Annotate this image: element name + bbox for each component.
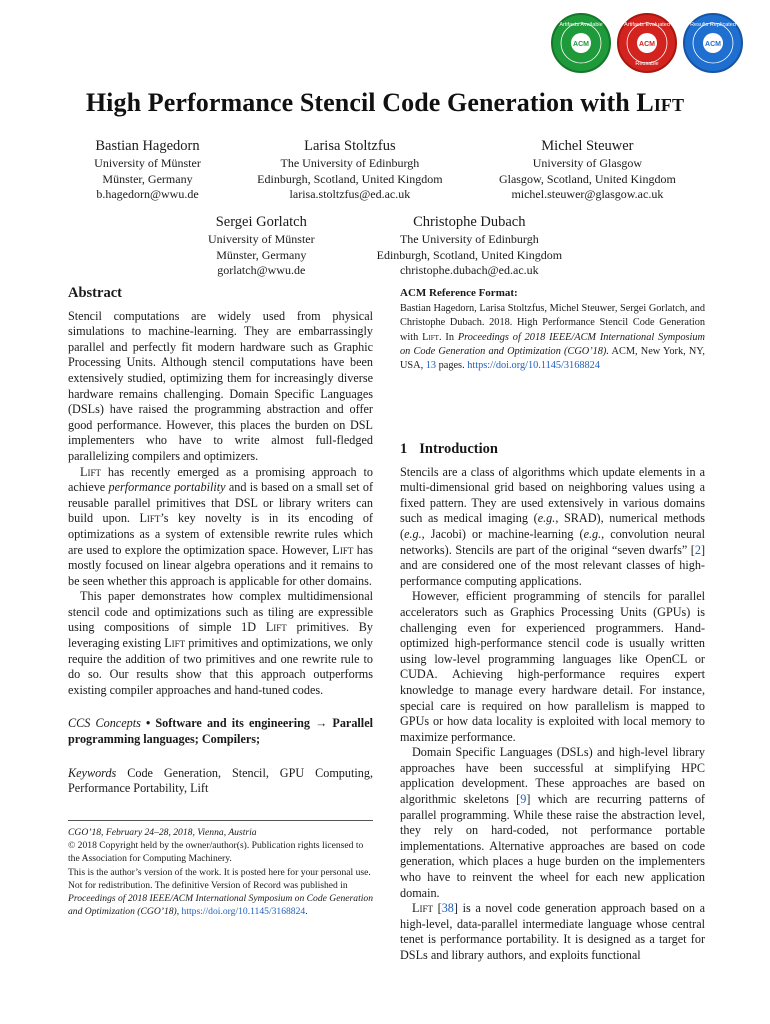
badge-artifacts-evaluated-reusable	[616, 12, 678, 74]
text-span: , convolution neural networks). Stencils are part of the original “seven dwarfs” [	[400, 526, 705, 557]
lift-name: Lift	[80, 464, 101, 479]
ccs-label: CCS Concepts	[68, 716, 141, 731]
intro-heading	[400, 442, 705, 458]
paper-title	[0, 88, 770, 118]
author-email[interactable]: michel.steuwer@glasgow.ac.uk	[511, 187, 664, 201]
text-span: ACM, New York, NY, USA,	[400, 345, 705, 372]
author-name: Christophe Dubach	[413, 214, 526, 230]
author-block	[499, 136, 676, 203]
lift-name: Lift	[422, 331, 439, 343]
intro-paragraph-2: However, efficient programming of stencils for parallel accelerators such as Graphics Processing Units (GPUs) is challenging even for experienced programmers. Hand-optimized high-performance stencil code is usually written using low-level programming languages like OpenCL or CUDA. Achieving high-performance requires expert knowledge to manage every hardware detail. For instance, special care is required on how parallelism is mapped to GPUs or how data locality is exploited with local memory to maximize performance.	[400, 589, 705, 744]
svg-text:ACM: ACM	[573, 41, 589, 48]
author-affiliation: The University of Edinburgh	[399, 232, 539, 246]
citation-link[interactable]: 9	[520, 792, 527, 807]
acm-ref-heading: ACM Reference Format:	[400, 287, 518, 299]
text-span: Stencils are a class of algorithms which update elements in a multi-dimensional grid based on neighboring values using a fixed pattern. They are used extensively in various domains such as medical imaging (	[400, 464, 705, 526]
lift-name: Lift	[139, 511, 161, 526]
authors-row-1	[66, 136, 704, 203]
keywords	[68, 766, 373, 797]
title-lift: Lift	[636, 88, 685, 117]
svg-text:ACM: ACM	[639, 41, 655, 48]
text-span: ’s key novelty is in its encoding of optimizations as a system of extensible rewrite rules which are used to explore the optimization space. However,	[68, 511, 373, 557]
author-affiliation: University of Münster	[94, 156, 201, 170]
copyright-line: © 2018 Copyright held by the owner/author(s). Publication rights licensed to the Association for Computing Machinery.	[68, 840, 364, 865]
abstract-heading: Abstract	[68, 285, 122, 301]
svg-text:Reusable: Reusable	[635, 61, 659, 67]
acm-reference-format	[400, 286, 705, 373]
introduction-section	[400, 442, 705, 964]
proceedings-title: Proceedings of 2018 IEEE/ACM International Symposium on Code Generation and Optimization (CGO’18).	[400, 331, 705, 357]
intro-paragraph-1	[400, 465, 705, 590]
page-count: 13	[425, 360, 437, 372]
text-span: , SRAD), numerical methods (	[400, 511, 705, 541]
text-span: Domain Specific Languages (DSLs) and high-level library approaches have been successful at simplifying HPC application development. These approaches are based on algorithmic skeletons [	[400, 745, 705, 807]
title-text: High Performance Stencil Code Generation with	[85, 88, 637, 117]
author-block	[257, 136, 442, 203]
ccs-concepts	[68, 716, 373, 747]
text-span: has recently emerged as a promising approach to achieve	[68, 464, 373, 495]
badge-results-replicated	[682, 12, 744, 74]
ccs-text: • Software and its engineering → Parallel programming languages; Compilers;	[68, 716, 373, 747]
text-span: has mostly focused on linear algebra operations and it remains to be seen whether this approach is applicable for other domains.	[68, 542, 374, 588]
author-email[interactable]: larisa.stoltzfus@ed.ac.uk	[289, 187, 411, 201]
text-span: [	[432, 901, 442, 916]
doi-link[interactable]: https://doi.org/10.1145/3168824	[467, 360, 600, 372]
emphasis: e.g.	[537, 511, 556, 526]
author-location: Münster, Germany	[216, 247, 307, 262]
citation-link[interactable]: 38	[441, 901, 454, 916]
author-name: Sergei Gorlatch	[215, 214, 307, 230]
acm-ref-body	[400, 302, 705, 373]
text-span: ,	[176, 906, 182, 918]
author-email[interactable]: gorlatch@wwu.de	[217, 263, 306, 277]
author-block	[94, 136, 201, 203]
text-span: and is based on a small set of reusable parallel primitives that DSL or library writers can build upon.	[68, 480, 373, 526]
artifact-badges	[550, 12, 744, 74]
text-span: ] is a novel code generation approach based on a high-level, data-parallel intermediate language whose central tenet is performance portability. It is designed as a target for DSLs and library authors, and exploits functional	[400, 901, 706, 962]
author-email[interactable]: christophe.dubach@ed.ac.uk	[399, 263, 539, 277]
keywords-label: Keywords	[68, 765, 117, 780]
conference-line: CGO’18, February 24–28, 2018, Vienna, Austria	[68, 827, 257, 838]
doi-link[interactable]: https://doi.org/10.1145/3168824	[181, 906, 306, 918]
emphasis: performance portability	[108, 480, 226, 495]
version-note	[68, 866, 373, 919]
section-title: Introduction	[419, 441, 498, 457]
badge-artifacts-available	[550, 12, 612, 74]
abstract-paragraph-1: Stencil computations are widely used from physical simulations to machine-learning. They are embarrassingly parallel and perfectly fit modern hardware such as Graphic Processing Units. Although stencil computations have been extensively studied, optimizing them for increasingly diverse hardware remains challenging. Domain Specific Languages (DSLs) have raised the programming abstraction and offer good performance. However, this places the burden on DSL implementers who have to write almost full-fledged parallelizing compilers and optimizers.	[68, 308, 373, 463]
lift-name: Lift	[332, 542, 354, 557]
emphasis: e.g.	[404, 526, 422, 541]
text-span: This paper demonstrates how complex multidimensional stencil code and optimizations such as tiling are expressible using compositions of simple 1D	[68, 589, 373, 635]
text-span: ] and are considered one of the most relevant classes of high-performance computing applications.	[400, 542, 705, 588]
text-span: primitives and optimizations, we only require the addition of two primitives and one rewrite rule to do so. Our results show that this approach outperforms existing compiler approaches and hand-tuned codes.	[68, 636, 373, 697]
author-location: Edinburgh, Scotland, United Kingdom	[257, 171, 443, 186]
svg-text:ACM: ACM	[705, 41, 721, 48]
author-affiliation: University of Münster	[207, 232, 315, 246]
author-name: Michel Steuwer	[541, 138, 634, 154]
text-span: pages.	[436, 360, 468, 372]
emphasis: e.g.	[583, 526, 602, 541]
svg-text:Artifacts Evaluated: Artifacts Evaluated	[624, 22, 670, 28]
left-column	[68, 286, 373, 797]
keywords-text: Code Generation, Stencil, GPU Computing, Performance Portability, Lift	[68, 765, 373, 796]
text-span: This is the author’s version of the work. It is posted here for your personal use. Not for redistribution. The definitive Version of Record was published in	[68, 866, 371, 891]
author-location: Glasgow, Scotland, United Kingdom	[498, 171, 676, 186]
citation-link[interactable]: 2	[694, 542, 701, 557]
lift-name: Lift	[412, 901, 433, 916]
svg-text:Artifacts Available: Artifacts Available	[559, 22, 603, 28]
author-affiliation: The University of Edinburgh	[280, 156, 420, 170]
text-span: .	[305, 906, 308, 918]
abstract-paragraph-3	[68, 589, 373, 698]
proceedings-title: Proceedings of 2018 IEEE/ACM International Symposium on Code Generation and Optimization (CGO’18)	[68, 893, 373, 918]
intro-paragraph-3	[400, 745, 705, 901]
intro-paragraph-4	[400, 901, 705, 963]
author-name: Bastian Hagedorn	[95, 138, 200, 154]
section-number: 1	[400, 441, 408, 457]
text-span: Bastian Hagedorn, Larisa Stoltzfus, Michel Steuwer, Sergei Gorlatch, and Christophe Dubach. 2018. High Performance Stencil Code Generation with	[400, 303, 705, 343]
authors-row-2	[66, 212, 704, 279]
author-name: Larisa Stoltzfus	[304, 138, 396, 154]
author-block	[377, 212, 562, 279]
author-email[interactable]: b.hagedorn@wwu.de	[96, 187, 199, 201]
text-span: . In	[438, 331, 458, 343]
text-span: primitives. By leveraging existing	[68, 620, 373, 651]
author-block	[208, 212, 315, 279]
author-location: Münster, Germany	[102, 171, 193, 186]
author-location: Edinburgh, Scotland, United Kingdom	[376, 247, 563, 262]
lift-name: Lift	[164, 636, 186, 651]
text-span: , Jacobi) or machine-learning (	[421, 526, 584, 541]
abstract-paragraph-2	[68, 465, 373, 590]
lift-name: Lift	[265, 620, 287, 635]
copyright-footnote	[68, 820, 373, 918]
text-span: ] which are recurring patterns of parallel programming. While these raise the abstraction level, they rely on hard-coded, not performance portable implementations. Alternative approaches are based on code generation, which places a huge burden on the implementers who have to reinvent the wheel for each new application domain.	[400, 792, 705, 900]
svg-text:Results Replicated: Results Replicated	[690, 22, 736, 28]
author-affiliation: University of Glasgow	[532, 156, 643, 170]
